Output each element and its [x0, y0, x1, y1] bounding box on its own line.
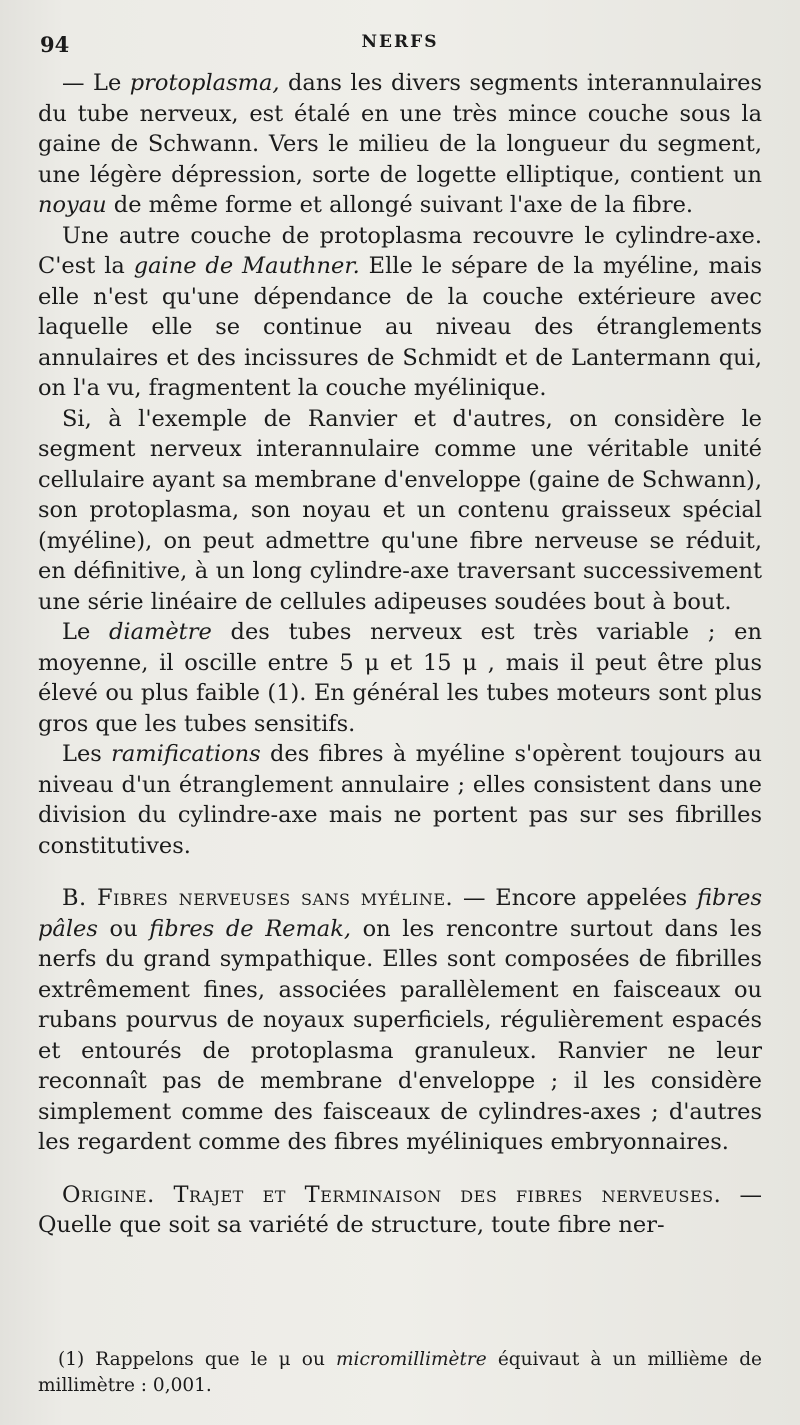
section-heading-b: B. Fibres nerveuses sans myéline.	[62, 885, 454, 911]
paragraph-ranvier: Si, à l'exemple de Ranvier et d'autres, on considère le segment nerveux interannulaire comme une véritable unité cellulaire ayant sa membrane d'enveloppe (gaine de Schwann), son protoplasma, son noyau et un contenu graisseux spécial (myéline), on peut admettre qu'une fibre nerveuse se réduit, en définitive, à un long cylindre-axe traversant successivement une série linéaire de cellules adipeuses soudées bout à bout.	[38, 405, 762, 615]
page-header	[40, 32, 760, 58]
paragraph-origine: Origine. Trajet et Terminaison des fibres nerveuses. — Quelle que soit sa variété de structure, toute fibre ner-	[38, 1181, 762, 1238]
paragraph-gaine-mauthner: Une autre couche de protoplasma recouvre le cylindre-axe. C'est la gaine de Mauthner. Elle le sépare de la myéline, mais elle n'est qu'une dépendance de la couche extérieure avec laquelle elle se continue au niveau des étranglements annulaires et des incissures de Schmidt et de Lantermann qui, on l'a vu, fragmentent la couche myélinique.	[38, 222, 762, 401]
paragraph-diametre: Le diamètre des tubes nerveux est très variable ; en moyenne, il oscille entre 5 μ et 15 μ , mais il peut être plus élevé ou plus faible (1). En général les tubes moteurs sont plus gros que les tubes sensitifs.	[38, 619, 762, 737]
paragraph-protoplasma: — Le protoplasma, dans les divers segments interannulaires du tube nerveux, est étalé en une très mince couche sous la gaine de Schwann. Vers le milieu de la longueur du segment, une légère dépression, sorte de logette elliptique, contient un noyau de même forme et allongé suivant l'axe de la fibre.	[38, 70, 762, 218]
main-text	[38, 68, 762, 1241]
paragraph-fibres-sans-myeline: B. Fibres nerveuses sans myéline. — Encore appelées fibres pâles ou fibres de Remak, on les rencontre surtout dans les nerfs du grand sympathique. Elles sont composées de fibrilles extrêmement fines, associées parallèlement en faisceaux ou rubans pourvus de noyaux superficiels, régulièrement espacés et entourés de protoplasma granuleux. Ranvier ne leur reconnaît pas de membrane d'enveloppe ; il les considère simplement comme des faisceaux de cylindres-axes ; d'autres les regardent comme des fibres myéliniques embryonnaires.	[38, 885, 762, 1155]
running-head: NERFS	[361, 32, 439, 52]
paragraph-ramifications: Les ramifications des fibres à myéline s'opèrent toujours au niveau d'un étranglement annulaire ; elles consistent dans une division du cylindre-axe mais ne portent pas sur ses fibrilles constitutives.	[38, 741, 762, 859]
section-heading-origine: Origine. Trajet et Terminaison des fibres nerveuses.	[62, 1181, 722, 1208]
footnote: (1) Rappelons que le μ ou micromillimètre équivaut à un millième de millimètre : 0,001.	[38, 1349, 763, 1396]
page-number: 94	[40, 32, 70, 57]
